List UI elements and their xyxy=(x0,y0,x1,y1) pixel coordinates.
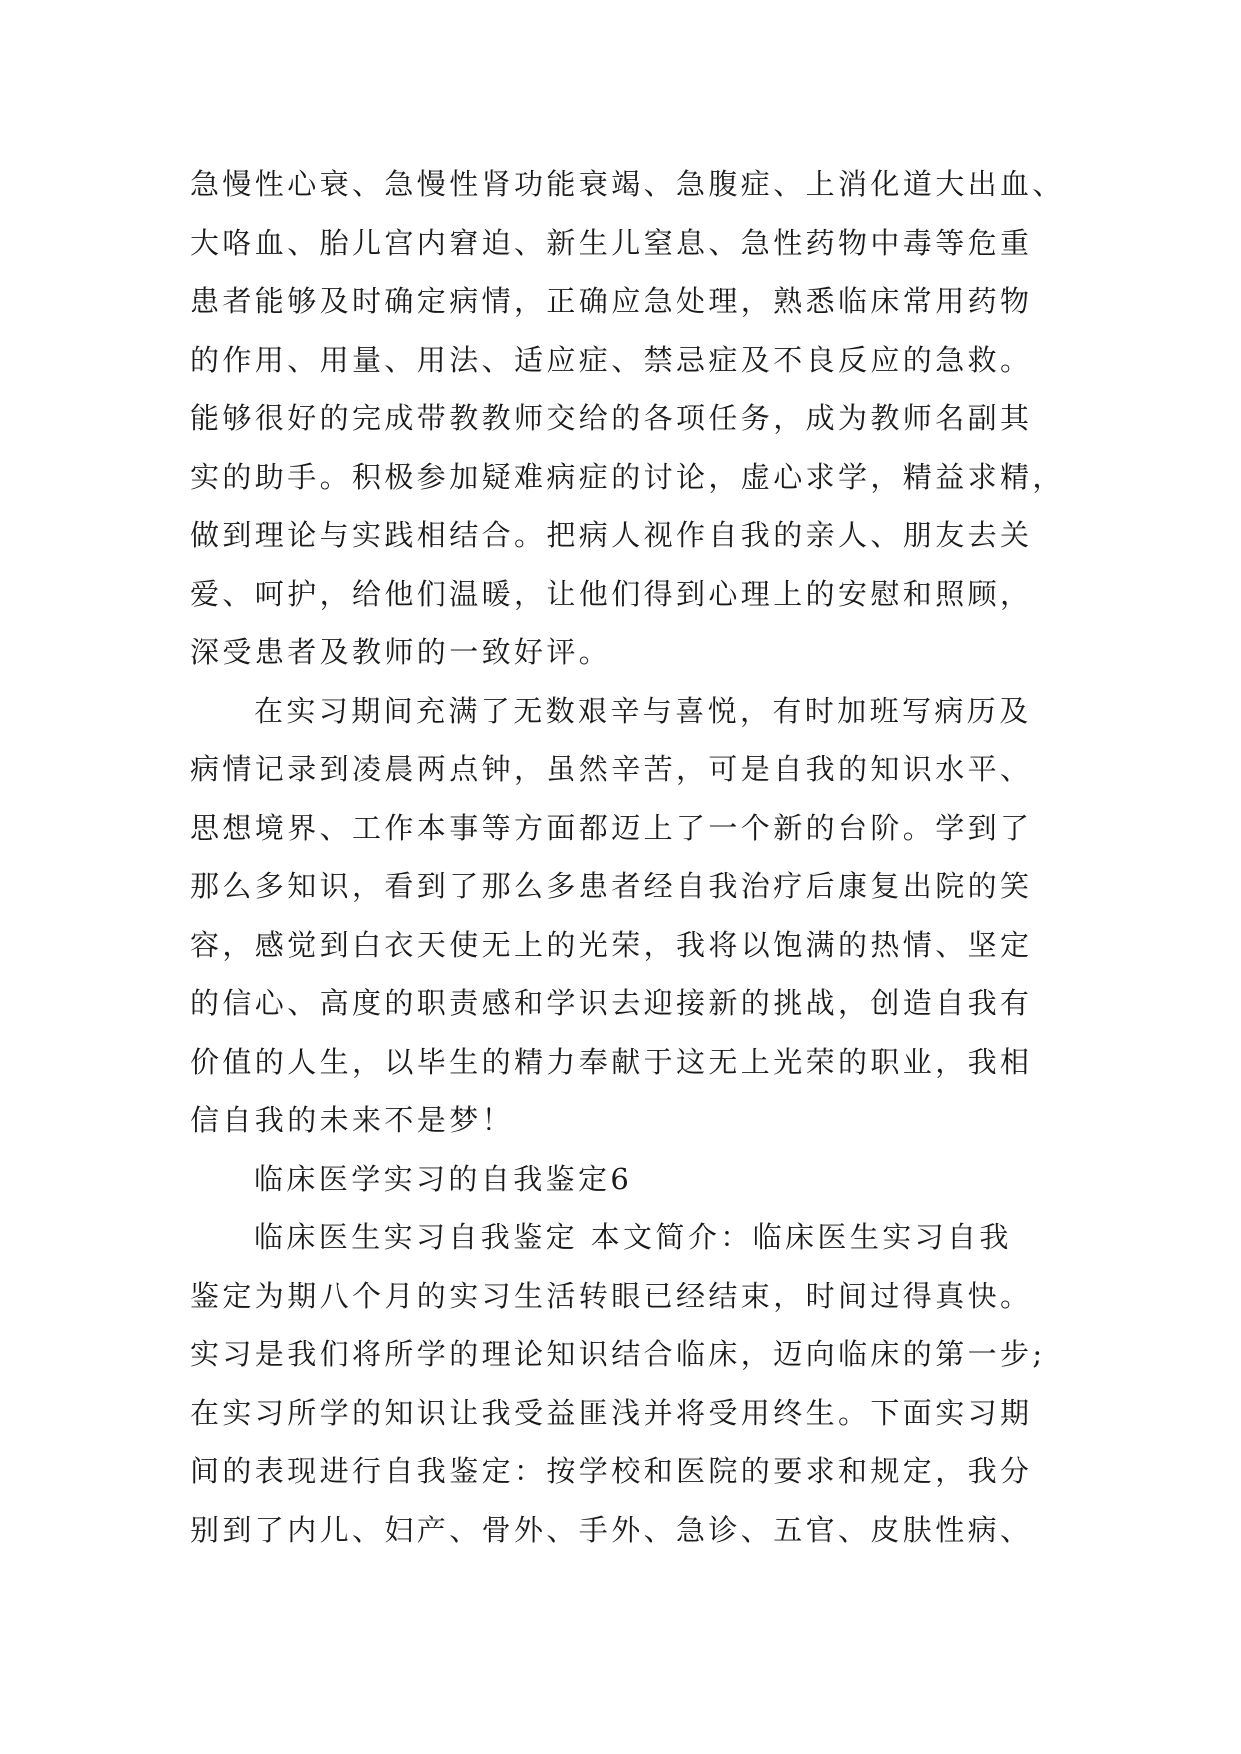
paragraph-first-line: 临床医生实习自我鉴定 本文简介：临床医生实习自我 xyxy=(254,1220,1012,1254)
text-line: 能够很好的完成带教教师交给的各项任务，成为教师名副其 xyxy=(190,401,1033,435)
text-line: 实的助手。积极参加疑难病症的讨论，虚心求学，精益求精， xyxy=(190,459,1065,494)
text-line: 价值的人生，以毕生的精力奉献于这无上光荣的职业，我相 xyxy=(190,1044,1033,1079)
text-line: 别到了内儿、妇产、骨外、手外、急诊、五官、皮肤性病、 xyxy=(190,1512,1033,1547)
text-line: 的信心、高度的职责感和学识去迎接新的挑战，创造自我有 xyxy=(190,986,1033,1020)
text-line: 做到理论与实践相结合。把病人视作自我的亲人、朋友去关 xyxy=(190,518,1033,552)
text-line: 深受患者及教师的一致好评。 xyxy=(190,635,612,669)
text-line: 的作用、用量、用法、适应症、禁忌症及不良反应的急救。 xyxy=(190,342,1033,377)
text-line: 信自我的未来不是梦！ xyxy=(190,1103,515,1137)
text-line: 容，感觉到白衣天使无上的光荣，我将以饱满的热情、坚定 xyxy=(190,927,1033,962)
text-line: 在实习所学的知识让我受益匪浅并将受用终生。下面实习期 xyxy=(190,1395,1033,1430)
text-line: 鉴定为期八个月的实习生活转眼已经结束，时间过得真快。 xyxy=(190,1278,1033,1313)
text-line: 那么多知识，看到了那么多患者经自我治疗后康复出院的笑 xyxy=(190,869,1033,903)
text-line: 思想境界、工作本事等方面都迈上了一个新的台阶。学到了 xyxy=(190,810,1033,845)
section-heading: 临床医学实习的自我鉴定6 xyxy=(254,1161,633,1196)
document-body xyxy=(190,155,1065,1559)
text-line: 爱、呵护，给他们温暖，让他们得到心理上的安慰和照顾， xyxy=(190,576,1033,611)
text-line: 急慢性心衰、急慢性肾功能衰竭、急腹症、上消化道大出血、 xyxy=(190,167,1065,201)
text-line: 间的表现进行自我鉴定：按学校和医院的要求和规定，我分 xyxy=(190,1454,1033,1488)
text-line: 大咯血、胎儿宫内窘迫、新生儿窒息、急性药物中毒等危重 xyxy=(190,225,1033,260)
text-line: 病情记录到凌晨两点钟，虽然辛苦，可是自我的知识水平、 xyxy=(190,752,1033,786)
text-line: 患者能够及时确定病情，正确应急处理，熟悉临床常用药物 xyxy=(190,284,1033,318)
paragraph-first-line: 在实习期间充满了无数艰辛与喜悦，有时加班写病历及 xyxy=(254,693,1032,728)
text-line: 实习是我们将所学的理论知识结合临床，迈向临床的第一步; xyxy=(190,1337,1046,1371)
